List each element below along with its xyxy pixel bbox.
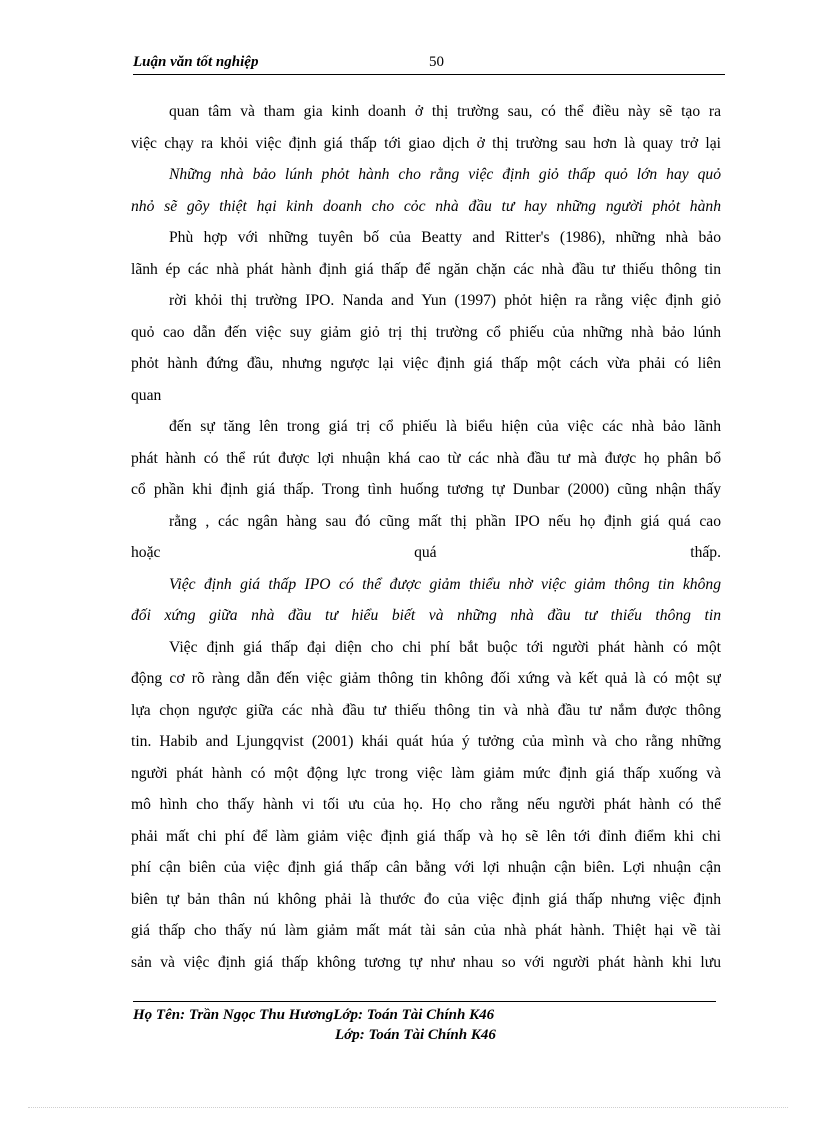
text-line: động cơ rõ ràng dẫn đến việc giảm thông tin không đối xứng và kết quả là có một sự xyxy=(131,670,721,687)
text-line: lãnh ép các nhà phát hành định giá thấp để ngăn chặn các nhà đầu tư thiếu thông tin xyxy=(131,260,721,278)
footer-author: Họ Tên: Trần Ngọc Thu HươngLớp: Toán Tài Chính K46 xyxy=(133,1007,495,1023)
text-line: Việc định giá thấp đại diện cho chi phí bắt buộc tới người phát hành có một xyxy=(169,638,721,656)
text-line: cổ phần khi định giá thấp. Trong tình huống tương tự Dunbar (2000) cũng nhận thấy xyxy=(131,481,721,498)
text-line: Phù hợp với những tuyên bố của Beatty and Ritter's (1986), những nhà bảo xyxy=(169,229,721,246)
text-line: hoặc quá thấp. xyxy=(131,544,721,561)
text-line: sản và việc định giá thấp không tương tự như nhau so với người phát hành khi lưu xyxy=(131,953,721,971)
text-line: phỏt hành đứng đầu, nhưng ngược lại việc định giá thấp một cách vừa phải có liên xyxy=(131,355,721,372)
page-number: 50 xyxy=(429,54,444,70)
body-text xyxy=(131,96,721,978)
text-line: quan xyxy=(131,386,162,404)
text-line: phát hành có thể rút được lợi nhuận khá cao từ các nhà đầu tư mà được họ phân bổ xyxy=(131,449,721,467)
text-line: đến sự tăng lên trong giá trị cổ phiếu là biểu hiện của việc các nhà bảo lãnh xyxy=(169,418,721,435)
text-line: tin. Habib and Ljungqvist (2001) khái quát húa ý tưởng của mình và cho rằng những xyxy=(131,733,721,750)
text-line: rằng , các ngân hàng sau đó cũng mất thị phần IPO nếu họ định giá quá cao xyxy=(169,512,721,530)
text-line: phải mất chi phí để làm giảm việc định giá thấp và họ sẽ lên tới đỉnh điểm khi chi xyxy=(131,827,721,845)
text-line: việc chạy ra khỏi việc định giá thấp tới giao dịch ở thị trường sau hơn là quay trở lại xyxy=(131,134,721,152)
text-line: lựa chọn ngược giữa các nhà đầu tư thiếu thông tin và nhà đầu tư nắm được thông xyxy=(131,701,721,719)
page-bottom-divider xyxy=(28,1107,788,1108)
text-line: biên tự bản thân nú không phải là thước đo của việc định giá thấp nhưng việc định xyxy=(131,890,721,908)
footer-class: Lớp: Toán Tài Chính K46 xyxy=(335,1027,496,1043)
text-line: Những nhà bảo lúnh phỏt hành cho rằng việc định giỏ thấp quỏ lớn hay quỏ xyxy=(169,166,721,183)
text-line: quỏ cao dẫn đến việc suy giảm giỏ trị thị trường cổ phiếu của những nhà bảo lúnh xyxy=(131,323,721,341)
text-line: người phát hành có một động lực trong việc làm giảm mức định giá thấp xuống và xyxy=(131,764,721,782)
text-line: đối xứng giữa nhà đầu tư hiểu biết và những nhà đầu tư thiếu thông tin xyxy=(131,607,721,624)
text-line: giá thấp cho thấy nú làm giảm mất mát tài sản của nhà phát hành. Thiệt hại về tài xyxy=(131,922,721,939)
header-title: Luận văn tốt nghiệp xyxy=(133,54,259,70)
text-line: rời khỏi thị trường IPO. Nanda and Yun (1997) phỏt hiện ra rằng việc định giỏ xyxy=(169,292,721,309)
text-line: phí cận biên của việc định giá thấp cân bằng với lợi nhuận cận biên. Lợi nhuận cận xyxy=(131,859,721,876)
page-header xyxy=(133,50,725,75)
page-footer xyxy=(133,1001,716,1043)
text-line: mô hình cho thấy hành vi tối ưu của họ. Họ cho rằng nếu người phát hành có thể xyxy=(131,796,721,813)
text-line: quan tâm và tham gia kinh doanh ở thị trường sau, có thể điều này sẽ tạo ra xyxy=(169,103,721,120)
text-line: nhỏ sẽ gõy thiệt hại kinh doanh cho cỏc nhà đầu tư hay những người phỏt hành xyxy=(131,197,721,215)
text-line: Việc định giá thấp IPO có thể được giảm thiểu nhờ việc giảm thông tin không xyxy=(169,575,721,593)
